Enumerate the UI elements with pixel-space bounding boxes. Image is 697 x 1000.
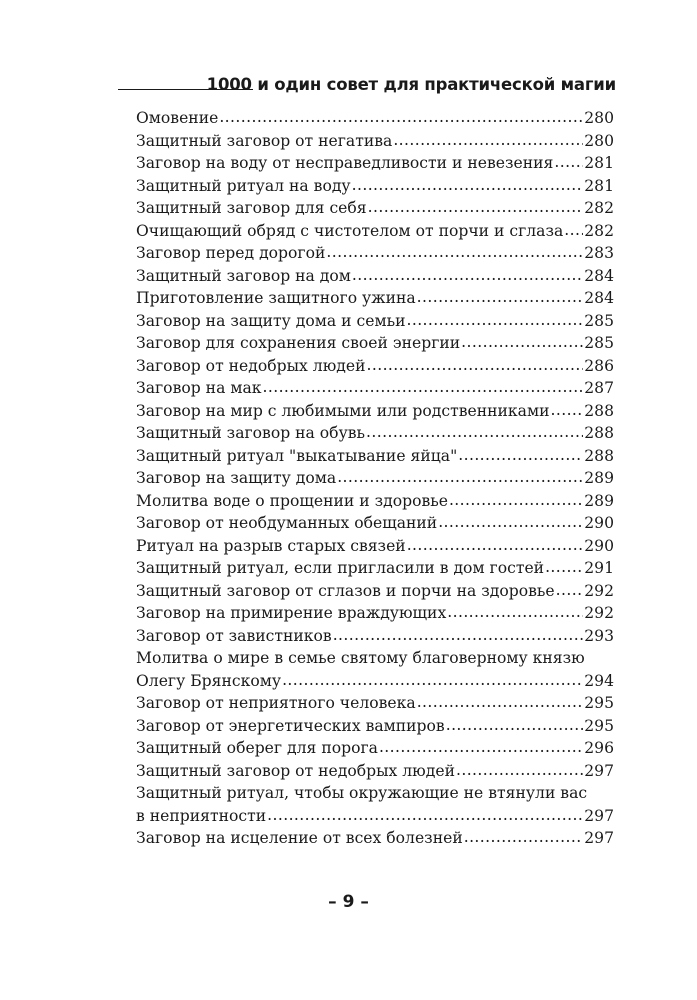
running-header: [118, 74, 616, 98]
toc-entry-page: 281: [584, 154, 614, 172]
toc-entry-page: 293: [584, 626, 614, 645]
toc-entry-title: Заговор на примирение враждующих: [136, 604, 447, 622]
toc-entry-page: 282: [584, 221, 614, 240]
dot-leader: [461, 331, 583, 354]
dot-leader: [267, 804, 583, 827]
toc-entry-page: 288: [584, 424, 614, 442]
toc-entry[interactable]: [136, 130, 614, 153]
toc-entry[interactable]: [136, 737, 614, 760]
dot-leader: [458, 444, 583, 467]
dot-leader: [417, 286, 584, 309]
toc-entry-page: 292: [584, 604, 614, 622]
toc-entry-title: Заговор на защиту дома: [136, 469, 337, 487]
toc-entry-title: Заговор на исцеление от всех болезней: [136, 829, 463, 847]
dot-leader: [438, 511, 583, 534]
dot-leader: [406, 309, 583, 332]
toc-entry[interactable]: [136, 467, 614, 490]
toc-entry-page: 280: [584, 131, 614, 150]
dot-leader: [564, 219, 583, 242]
dot-leader: [449, 489, 583, 512]
toc-entry[interactable]: [136, 310, 614, 333]
toc-entry[interactable]: [136, 400, 614, 423]
toc-entry-title: Заговор на мак: [136, 379, 262, 397]
toc-entry-title: Заговор для сохранения своей энергии: [136, 334, 461, 352]
dot-leader: [352, 174, 584, 197]
toc-entry-title: Заговор перед дорогой: [136, 244, 326, 262]
toc-entry-page: 297: [584, 761, 614, 780]
toc-entry-title: Защитный заговор от негатива: [136, 131, 393, 150]
toc-entry-page: 285: [584, 311, 614, 330]
dot-leader: [219, 106, 583, 129]
dot-leader: [263, 376, 584, 399]
toc-entry[interactable]: [136, 422, 614, 445]
toc-entry[interactable]: [136, 805, 614, 828]
toc-entry[interactable]: [136, 107, 614, 130]
toc-entry-page: 289: [584, 469, 614, 487]
toc-entry[interactable]: [136, 490, 614, 513]
toc-entry-page: 295: [584, 716, 614, 735]
toc-entry-page: 290: [584, 536, 614, 555]
toc-entry-title: Защитный заговор для себя: [136, 199, 367, 217]
toc-entry-first-line: Молитва о мире в семье святому благоверному князю: [136, 649, 585, 667]
dot-leader: [447, 601, 583, 624]
table-of-contents: [136, 107, 614, 850]
toc-entry-title: Заговор на мир с любимыми или родственниками: [136, 401, 550, 420]
toc-entry-title: Защитный заговор от недобрых людей: [136, 761, 455, 780]
toc-entry-page: 283: [584, 244, 614, 262]
toc-entry-page: 297: [584, 806, 614, 825]
toc-entry-title: Заговор от неприятного человека: [136, 694, 416, 712]
toc-entry-title: Омовение: [136, 109, 219, 127]
toc-entry-title: Защитный заговор от сглазов и порчи на здоровье: [136, 581, 555, 600]
toc-entry-page: 288: [584, 446, 614, 465]
toc-entry-page: 297: [584, 829, 614, 847]
dot-leader: [554, 151, 583, 174]
dot-leader: [556, 579, 584, 602]
toc-entry-page: 285: [584, 334, 614, 352]
toc-entry[interactable]: [136, 445, 614, 468]
toc-entry-page: 282: [584, 199, 614, 217]
toc-entry-page: 281: [584, 176, 614, 195]
toc-entry-page: 294: [584, 671, 614, 690]
dot-leader: [368, 196, 584, 219]
dot-leader: [379, 736, 583, 759]
toc-entry-page: 291: [584, 559, 614, 577]
dot-leader: [282, 669, 583, 692]
dot-leader: [337, 466, 583, 489]
toc-entry-title: Заговор на защиту дома и семьи: [136, 311, 406, 330]
toc-entry-title: Заговор от завистников: [136, 626, 332, 645]
toc-entry-title: Защитный ритуал, если пригласили в дом гостей: [136, 559, 545, 577]
toc-entry-title: Олегу Брянскому: [136, 671, 282, 690]
toc-entry-title: Защитный оберег для порога: [136, 739, 378, 757]
dot-leader: [333, 624, 584, 647]
dot-leader: [456, 759, 583, 782]
toc-entry-page: 289: [584, 491, 614, 510]
toc-entry[interactable]: [136, 827, 614, 850]
toc-entry-title: Заговор от необдуманных обещаний: [136, 514, 438, 532]
toc-entry-title: Очищающий обряд с чистотелом от порчи и сглаза: [136, 221, 564, 240]
toc-entry-title: Заговор от энергетических вампиров: [136, 716, 445, 735]
toc-entry-page: 286: [584, 356, 614, 375]
toc-entry[interactable]: [136, 512, 614, 535]
toc-entry-first-line: Защитный ритуал, чтобы окружающие не втянули вас: [136, 784, 588, 802]
toc-entry[interactable]: [136, 152, 614, 175]
toc-entry[interactable]: [136, 670, 614, 693]
dot-leader: [464, 826, 584, 849]
toc-entry-page: 288: [584, 401, 614, 420]
toc-entry-page: 280: [584, 109, 614, 127]
toc-entry-title: Защитный ритуал "выкатывание яйца": [136, 446, 458, 465]
toc-entry-page: 292: [584, 581, 614, 600]
toc-entry[interactable]: [136, 242, 614, 265]
toc-entry[interactable]: [136, 535, 614, 558]
toc-entry-page: 295: [584, 694, 614, 712]
toc-entry[interactable]: [136, 557, 614, 580]
toc-entry[interactable]: [136, 602, 614, 625]
toc-entry-page: 284: [584, 266, 614, 285]
dot-leader: [407, 534, 584, 557]
book-title: 1000 и один совет для практической магии: [206, 75, 616, 94]
dot-leader: [326, 241, 583, 264]
toc-entry-title: Молитва воде о прощении и здоровье: [136, 491, 448, 510]
toc-entry-page: 296: [584, 739, 614, 757]
dot-leader: [367, 354, 584, 377]
toc-entry[interactable]: [136, 377, 614, 400]
toc-entry[interactable]: [136, 692, 614, 715]
toc-entry[interactable]: [136, 175, 614, 198]
toc-entry[interactable]: [136, 287, 614, 310]
toc-entry-title: в неприятности: [136, 806, 267, 825]
toc-entry-title: Приготовление защитного ужина: [136, 289, 416, 307]
toc-entry[interactable]: [136, 625, 614, 648]
toc-entry-title: Заговор на воду от несправедливости и невезения: [136, 154, 554, 172]
toc-entry-title: Заговор от недобрых людей: [136, 356, 366, 375]
toc-entry[interactable]: [136, 197, 614, 220]
toc-entry[interactable]: [136, 760, 614, 783]
dot-leader: [366, 421, 583, 444]
dot-leader: [352, 264, 583, 287]
dot-leader: [545, 556, 583, 579]
toc-entry-page: 284: [584, 289, 614, 307]
dot-leader: [551, 399, 584, 422]
dot-leader: [393, 129, 583, 152]
toc-entry-page: 290: [584, 514, 614, 532]
toc-entry-title: Защитный ритуал на воду: [136, 176, 351, 195]
toc-entry[interactable]: [136, 580, 614, 603]
toc-entry-title: Ритуал на разрыв старых связей: [136, 536, 406, 555]
dot-leader: [446, 714, 584, 737]
toc-entry-page: 287: [584, 379, 614, 397]
toc-entry[interactable]: [136, 220, 614, 243]
toc-entry-title: Защитный заговор на дом: [136, 266, 351, 285]
toc-entry-title: Защитный заговор на обувь: [136, 424, 366, 442]
page-number: – 9 –: [328, 892, 369, 912]
dot-leader: [417, 691, 584, 714]
toc-entry[interactable]: [136, 715, 614, 738]
toc-entry[interactable]: [136, 355, 614, 378]
toc-entry[interactable]: [136, 265, 614, 288]
toc-entry[interactable]: [136, 332, 614, 355]
